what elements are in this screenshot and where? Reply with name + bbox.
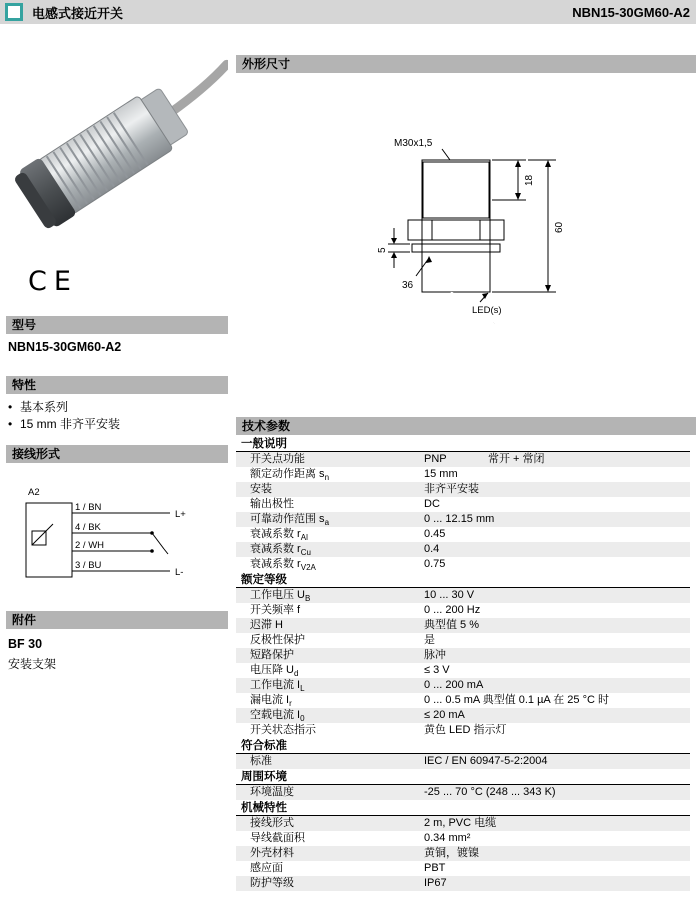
spec-value-text: 黄色 LED 指示灯 bbox=[424, 724, 507, 736]
feature-text: 15 mm 非齐平安装 bbox=[20, 417, 121, 431]
spec-value bbox=[424, 876, 690, 891]
spec-label: 导线截面积 bbox=[250, 832, 305, 844]
spec-value-text: IP67 bbox=[424, 877, 447, 889]
dim-18-label: 18 bbox=[524, 174, 535, 186]
spec-value-text: 0 ... 200 Hz bbox=[424, 604, 481, 616]
spec-label: 迟滞 H bbox=[250, 619, 283, 631]
spec-value-text: 是 bbox=[424, 634, 435, 646]
spec-value bbox=[424, 663, 690, 678]
thread-size-label: M30x1,5 bbox=[394, 138, 433, 149]
spec-value-text: 0 ... 12.15 mm bbox=[424, 513, 495, 525]
spec-value-text: PNP bbox=[424, 453, 447, 465]
spec-value bbox=[424, 452, 690, 467]
terminal-plus-label: L+ bbox=[175, 509, 186, 520]
bullet-icon: • bbox=[8, 417, 13, 431]
spec-value bbox=[424, 588, 690, 603]
spec-label: 外壳材料 bbox=[250, 847, 294, 859]
header-model-number: NBN15-30GM60-A2 bbox=[572, 4, 690, 20]
dim-60-label: 60 bbox=[554, 221, 565, 233]
spec-row bbox=[236, 678, 690, 693]
spec-group-header: 机械特性 bbox=[236, 800, 690, 816]
section-model: 型号 bbox=[6, 316, 228, 334]
feature-text: 基本系列 bbox=[20, 400, 69, 414]
spec-value-text: DC bbox=[424, 498, 440, 510]
dim-36-label: 36 bbox=[402, 280, 414, 291]
spec-label: 可靠动作范围 $s_a$ bbox=[250, 513, 330, 527]
spec-label: 工作电流 $I_L$ bbox=[250, 679, 305, 693]
spec-group-header: 周围环境 bbox=[236, 769, 690, 785]
feature-item bbox=[8, 416, 226, 433]
spec-value bbox=[424, 603, 690, 618]
right-column bbox=[236, 55, 696, 891]
spec-label: 漏电流 $I_r$ bbox=[250, 694, 292, 708]
spec-group-header: 符合标准 bbox=[236, 738, 690, 754]
section-accessories: 附件 bbox=[6, 611, 228, 629]
spec-row bbox=[236, 633, 690, 648]
spec-label: 额定动作距离 $s_n$ bbox=[250, 468, 330, 482]
spec-row bbox=[236, 603, 690, 618]
spec-label: 反极性保护 bbox=[250, 634, 305, 646]
led-label: LED(s) bbox=[472, 305, 502, 316]
spec-value bbox=[424, 785, 690, 800]
spec-label: 防护等级 bbox=[250, 877, 294, 889]
spec-row bbox=[236, 861, 690, 876]
spec-value bbox=[424, 648, 690, 663]
spec-value bbox=[424, 512, 690, 527]
spec-row bbox=[236, 588, 690, 603]
spec-label: 衰减系数 $r_{Cu}$ bbox=[250, 543, 311, 557]
feature-item bbox=[8, 399, 226, 416]
spec-value bbox=[424, 542, 690, 557]
spec-label: 工作电压 $U_B$ bbox=[250, 589, 311, 603]
spec-label: 电压降 $U_d$ bbox=[250, 664, 299, 678]
section-dimensions: 外形尺寸 bbox=[236, 55, 696, 73]
spec-value bbox=[424, 723, 690, 738]
spec-value-text: 典型值 5 % bbox=[424, 619, 480, 631]
spec-value bbox=[424, 467, 690, 482]
spec-label: 开关点功能 bbox=[250, 453, 305, 465]
spec-value-text: 0.34 mm² bbox=[424, 832, 471, 844]
spec-group-header: 额定等级 bbox=[236, 572, 690, 588]
spec-label-subscript: a bbox=[324, 518, 330, 527]
spec-row bbox=[236, 816, 690, 831]
spec-value bbox=[424, 482, 690, 497]
spec-row bbox=[236, 467, 690, 482]
pin-label-3: 3 / BU bbox=[75, 560, 102, 571]
spec-label-subscript: L bbox=[300, 684, 305, 693]
spec-row bbox=[236, 693, 690, 708]
spec-row bbox=[236, 497, 690, 512]
spec-label-subscript: Cu bbox=[300, 548, 311, 557]
spec-value-text: 15 mm bbox=[424, 468, 458, 480]
brand-logo-icon bbox=[5, 3, 23, 21]
spec-value bbox=[424, 754, 690, 769]
wiring-variant-label: A2 bbox=[28, 487, 40, 498]
spec-row bbox=[236, 512, 690, 527]
spec-label-subscript: n bbox=[324, 473, 330, 482]
accessory-description: 安装支架 bbox=[8, 657, 57, 671]
spec-label-subscript: B bbox=[305, 594, 311, 603]
spec-value-text: 0.75 bbox=[424, 558, 446, 570]
model-number: NBN15-30GM60-A2 bbox=[8, 340, 122, 354]
ce-mark: CE bbox=[28, 266, 78, 297]
accessory-name: BF 30 bbox=[8, 637, 43, 651]
cable bbox=[164, 64, 228, 113]
spec-value-text: 0 ... 0.5 mA 典型值 0.1 µA 在 25 °C 时 bbox=[424, 694, 609, 706]
spec-value-text: 2 m, PVC 电缆 bbox=[424, 817, 497, 829]
spec-label: 空载电流 $I_0$ bbox=[250, 709, 305, 723]
pin-label-2: 2 / WH bbox=[75, 540, 105, 551]
spec-value-text: PBT bbox=[424, 862, 446, 874]
spec-row bbox=[236, 663, 690, 678]
spec-row bbox=[236, 648, 690, 663]
spec-label: 输出极性 bbox=[250, 498, 294, 510]
dimension-drawing bbox=[236, 73, 696, 415]
pin-label-4: 4 / BK bbox=[75, 522, 101, 533]
spec-label-subscript: V2A bbox=[300, 563, 316, 572]
spec-value bbox=[424, 816, 690, 831]
spec-value bbox=[424, 693, 690, 708]
spec-value bbox=[424, 618, 690, 633]
spec-row bbox=[236, 708, 690, 723]
spec-label-subscript: r bbox=[289, 699, 292, 708]
spec-value-text: ≤ 20 mA bbox=[424, 709, 465, 721]
page-title: 电感式接近开关 bbox=[32, 5, 124, 21]
spec-value-text: 0.45 bbox=[424, 528, 446, 540]
header-bar bbox=[0, 0, 696, 24]
bullet-icon: • bbox=[8, 400, 13, 414]
spec-value-text: 0 ... 200 mA bbox=[424, 679, 484, 691]
section-features: 特性 bbox=[6, 376, 228, 394]
pin-label-1: 1 / BN bbox=[75, 502, 102, 513]
spec-value bbox=[424, 633, 690, 648]
spec-value bbox=[424, 861, 690, 876]
spec-value-text: 0.4 bbox=[424, 543, 440, 555]
spec-label: 标准 bbox=[250, 755, 272, 767]
spec-label: 环境温度 bbox=[250, 786, 294, 798]
spec-label: 感应面 bbox=[250, 862, 283, 874]
spec-label-subscript: 0 bbox=[300, 714, 305, 723]
spec-row bbox=[236, 876, 690, 891]
contact-dot bbox=[150, 531, 154, 535]
spec-value-text: 非齐平安装 bbox=[424, 483, 479, 495]
spec-value-text: 黄铜，镀镍 bbox=[424, 847, 479, 859]
product-photo-drawing bbox=[6, 58, 228, 234]
spec-label: 衰减系数 $r_{Al}$ bbox=[250, 528, 308, 542]
spec-label: 接线形式 bbox=[250, 817, 294, 829]
spec-row bbox=[236, 618, 690, 633]
spec-value-text: 10 ... 30 V bbox=[424, 589, 475, 601]
spec-label-subscript: Al bbox=[300, 533, 308, 542]
spec-value-text: ≤ 3 V bbox=[424, 664, 450, 676]
spec-value-text: IEC / EN 60947-5-2:2004 bbox=[424, 755, 548, 767]
spec-label: 开关状态指示 bbox=[250, 724, 316, 736]
spec-label: 安装 bbox=[250, 483, 272, 495]
spec-row bbox=[236, 527, 690, 542]
spec-value-text: 脉冲 bbox=[424, 649, 446, 661]
spec-row bbox=[236, 452, 690, 467]
spec-row bbox=[236, 482, 690, 497]
spec-row bbox=[236, 785, 690, 800]
spec-label-subscript: d bbox=[294, 669, 299, 678]
spec-value bbox=[424, 557, 690, 572]
product-photo bbox=[6, 58, 228, 234]
spec-group-header: 一般说明 bbox=[236, 436, 690, 452]
features-list bbox=[6, 394, 228, 439]
spec-row bbox=[236, 723, 690, 738]
sensor-body-group bbox=[11, 58, 228, 233]
spec-value-extra: 常开 + 常闭 bbox=[488, 453, 545, 465]
spec-row bbox=[236, 831, 690, 846]
specs-table bbox=[236, 436, 690, 891]
spec-value bbox=[424, 497, 690, 512]
spec-value bbox=[424, 846, 690, 861]
spec-value bbox=[424, 831, 690, 846]
dim-5-label: 5 bbox=[377, 247, 388, 253]
wiring-diagram-drawing bbox=[12, 483, 224, 597]
spec-row bbox=[236, 846, 690, 861]
spec-label: 衰减系数 $r_{V2A}$ bbox=[250, 558, 316, 572]
spec-row bbox=[236, 542, 690, 557]
spec-value bbox=[424, 527, 690, 542]
left-column bbox=[6, 30, 228, 672]
spec-row bbox=[236, 557, 690, 572]
dimension-drawing-svg bbox=[236, 73, 696, 415]
section-wiring: 接线形式 bbox=[6, 445, 228, 463]
contact-dot bbox=[150, 549, 154, 553]
terminal-minus-label: L- bbox=[175, 567, 184, 578]
spec-label: 开关频率 f bbox=[250, 604, 301, 616]
spec-value bbox=[424, 708, 690, 723]
spec-row bbox=[236, 754, 690, 769]
spec-value-text: -25 ... 70 °C (248 ... 343 K) bbox=[424, 786, 556, 798]
spec-value bbox=[424, 678, 690, 693]
section-specs: 技术参数 bbox=[236, 417, 696, 435]
wiring-diagram bbox=[12, 483, 228, 601]
spec-label: 短路保护 bbox=[250, 649, 294, 661]
